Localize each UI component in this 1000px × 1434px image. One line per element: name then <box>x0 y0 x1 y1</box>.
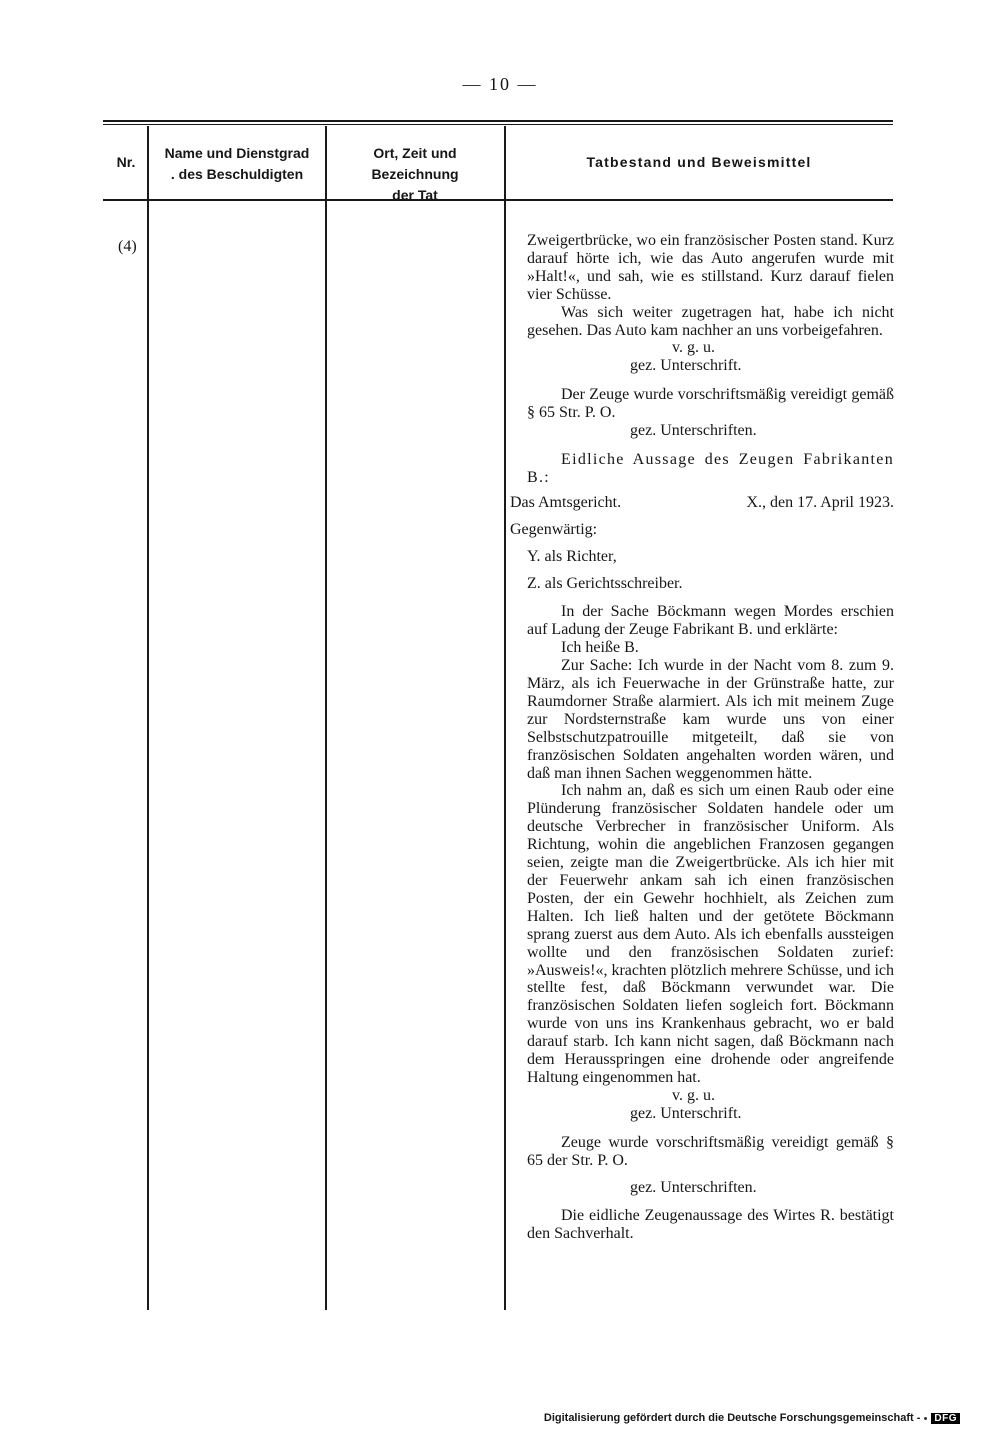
protocol-date: X., den 17. April 1923. <box>746 493 894 511</box>
closing-formula: v. g. u. <box>672 339 715 357</box>
column-header-name-line2: . des Beschuldigten <box>170 166 304 182</box>
column-header-ort-line1: Ort, Zeit und Bezeichnung <box>371 145 459 182</box>
entry-number: (4) <box>118 238 137 255</box>
signature-line: gez. Unterschrift. <box>630 357 742 375</box>
dfg-logo: DFG <box>931 1413 960 1424</box>
judge-line: Y. als Richter, <box>527 547 617 565</box>
paragraph: Ich nahm an, daß es sich um einen Raub oder eine Plünderung französischer Soldaten handele oder um deutsche Verbrecher in französischer Uniform. Als Richtung, wohin die angeblichen Franzosen gegangen seien, zeigte man die Zweigertbrücke. Als ich hier mit der Feuerwehr ankam sah ich einen französischen Posten, der ein Gewehr hochhielt, als Zeichen zum Halten. Ich ließ halten und der getötete Böckmann sprang zuerst aus dem Auto. Als ich ebenfalls aussteigen wollte und den französischen Soldaten zurief: »Ausweis!«, krachten plötzlich mehrere Schüsse, und ich stellte fest, daß Böckmann verwundet war. Die französischen Soldaten liefen sogleich fort. Böckmann wurde von uns ins Krankenhaus gebracht, wo er bald darauf starb. Ich kann nicht sagen, daß Böckmann nach dem Herausspringen eine drohende oder angreifende Haltung eingenommen hat. <box>527 782 895 1086</box>
paragraph: Zweigertbrücke, wo ein französischer Posten stand. Kurz darauf hörte ich, wie das Auto angerufen wurde mit »Halt!«, und sah, wie es stillstand. Kurz darauf fielen vier Schüsse. <box>527 232 894 303</box>
closing-formula: v. g. u. <box>672 1086 715 1104</box>
column-header-name <box>150 143 324 185</box>
tatbestand-text <box>510 232 894 1243</box>
clerk-line: Z. als Gerichtsschreiber. <box>527 574 683 592</box>
table-top-rule-thin <box>103 124 893 125</box>
signature-line: gez. Unterschriften. <box>630 422 757 440</box>
column-divider-3 <box>504 126 506 1310</box>
column-divider-2 <box>325 126 327 1310</box>
footer-text: Digitalisierung gefördert durch die Deutsche Forschungsgemeinschaft - <box>543 1412 921 1424</box>
page-number: — 10 — <box>462 74 538 94</box>
paragraph: In der Sache Böckmann wegen Mordes erschien auf Ladung der Zeuge Fabrikant B. und erklärte: <box>527 603 894 639</box>
column-header-ort-line2: der Tat <box>392 187 438 203</box>
column-divider-1 <box>147 126 149 1310</box>
signature-line: gez. Unterschriften. <box>630 1178 757 1196</box>
footer-dot-icon <box>924 1417 927 1420</box>
digitization-footer <box>544 1412 960 1424</box>
column-header-tatbestand: Tatbestand und Beweismittel <box>586 154 812 170</box>
present-label: Gegenwärtig: <box>510 520 598 538</box>
column-header-nr: Nr. <box>116 154 136 170</box>
oath-note: Zeuge wurde vorschriftsmäßig vereidigt gemäß § 65 der Str. P. O. <box>527 1133 894 1169</box>
section-heading: Eidliche Aussage des Zeugen Fabrikanten B.: <box>527 450 894 486</box>
column-header-ort <box>328 143 502 206</box>
signature-line: gez. Unterschrift. <box>630 1104 742 1122</box>
paragraph: Was sich weiter zugetragen hat, habe ich nicht gesehen. Das Auto kam nachher an uns vorbeigefahren. <box>527 303 894 339</box>
paragraph: Die eidliche Zeugenaussage des Wirtes R. bestätigt den Sachverhalt. <box>527 1207 894 1243</box>
court-date-row <box>510 494 894 512</box>
table-top-rule <box>103 120 893 122</box>
oath-note: Der Zeuge wurde vorschriftsmäßig vereidigt gemäß § 65 Str. P. O. <box>527 386 894 422</box>
paragraph: Ich heiße B. <box>561 639 639 657</box>
column-header-name-line1: Name und Dienstgrad <box>164 145 310 161</box>
paragraph: Zur Sache: Ich wurde in der Nacht vom 8. zum 9. März, als ich Feuerwache in der Grünstraße hatte, zur Raumdorner Straße alarmiert. Als ich mit meinem Zuge zur Nordsternstraße kam wurde uns von einer Selbstschutzpatrouille mitgeteilt, daß sie von französischen Soldaten angehalten worden wären, und daß man ihnen Sachen weggenommen hätte. <box>527 657 894 782</box>
court-name: Das Amtsgericht. <box>510 493 622 511</box>
